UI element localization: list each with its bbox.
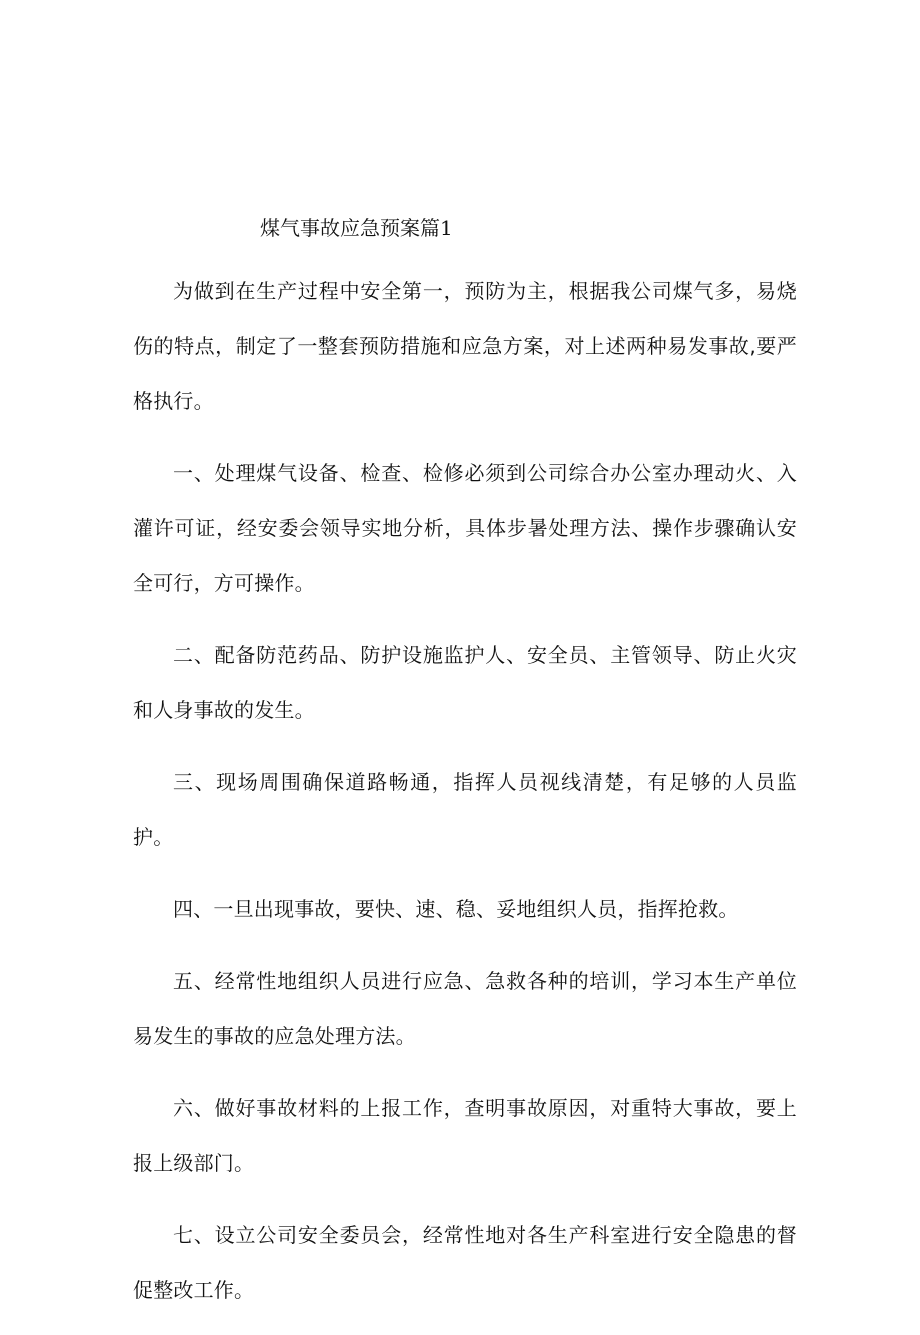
paragraph-item-1: 一、处理煤气设备、检查、检修必须到公司综合办公室办理动火、入灌许可证，经安委会领导实地分析，具体步暑处理方法、操作步骤确认安全可行，方可操作。 — [133, 461, 797, 595]
paragraph-item-2: 二、配备防范药品、防护设施监护人、安全员、主管领导、防止火灾和人身事故的发生。 — [133, 643, 797, 722]
paragraph-item-6: 六、做好事故材料的上报工作，查明事故原因，对重特大事故，要上报上级部门。 — [133, 1096, 797, 1175]
document-title: 煤气事故应急预案篇1 — [260, 216, 453, 240]
paragraph-item-3: 三、现场周围确保道路畅通，指挥人员视线清楚，有足够的人员监护。 — [133, 770, 797, 849]
paragraph-item-7: 七、设立公司安全委员会，经常性地对各生产科室进行安全隐患的督促整改工作。 — [133, 1223, 797, 1302]
paragraph-intro: 为做到在生产过程中安全第一，预防为主，根据我公司煤气多，易烧伤的特点，制定了一整套预防措施和应急方案，对上述两种易发事故,要严格执行。 — [133, 279, 797, 413]
paragraph-item-4: 四、一旦出现事故，要快、速、稳、妥地组织人员，指挥抢救。 — [173, 897, 739, 921]
document-body — [133, 264, 797, 1335]
paragraph-item-5: 五、经常性地组织人员进行应急、急救各种的培训，学习本生产单位易发生的事故的应急处理方法。 — [133, 969, 797, 1048]
